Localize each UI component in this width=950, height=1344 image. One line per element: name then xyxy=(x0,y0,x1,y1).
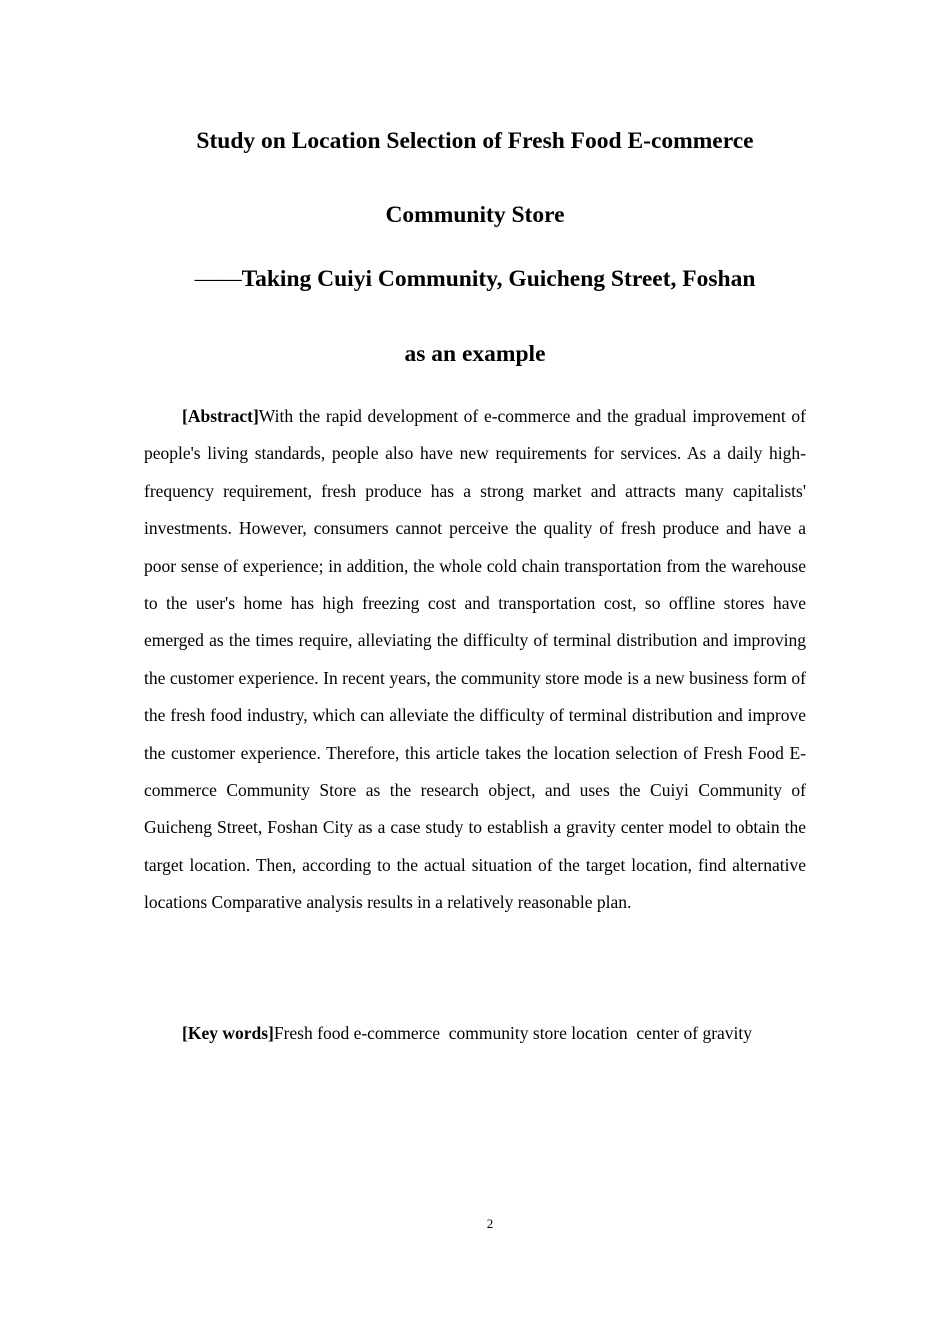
abstract-text: With the rapid development of e-commerce and the gradual improvement of people's living standards, people also have new requirements for services. As a daily high-frequency requirement, fresh produce has a strong market and attracts many capitalists' investments. However, consumers cannot perceive the quality of fresh produce and have a poor sense of experience; in addition, the whole cold chain transportation from the warehouse to the user's home has high freezing cost and transportation cost, so offline stores have emerged as the times require, alleviating the difficulty of terminal distribution and improving the customer experience. In recent years, the community store mode is a new business form of the fresh food industry, which can alleviate the difficulty of terminal distribution and improve the customer experience. Therefore, this article takes the location selection of Fresh Food E-commerce Community Store as the research object, and uses the Cuiyi Community of Guicheng Street, Foshan City as a case study to establish a gravity center model to obtain the target location. Then, according to the actual situation of the target location, find alternative locations Comparative analysis results in a relatively reasonable plan. xyxy=(144,406,806,913)
page-number: 2 xyxy=(486,1216,494,1231)
keywords-text: Fresh food e-commerce community store location center of gravity xyxy=(273,1023,753,1043)
title-line-1: Study on Location Selection of Fresh Food E-commerce xyxy=(196,128,754,154)
keywords-paragraph xyxy=(144,1018,806,1048)
subtitle-line-2: as an example xyxy=(404,341,546,367)
title-line-2: Community Store xyxy=(385,202,565,228)
keywords-label: [Key words] xyxy=(182,1023,274,1043)
subtitle-dash: —— xyxy=(194,266,242,292)
subtitle-text: Taking Cuiyi Community, Guicheng Street, Foshan xyxy=(241,266,756,292)
subtitle-line-1 xyxy=(0,264,950,294)
abstract-paragraph xyxy=(144,398,806,922)
abstract-label: [Abstract] xyxy=(182,406,259,426)
